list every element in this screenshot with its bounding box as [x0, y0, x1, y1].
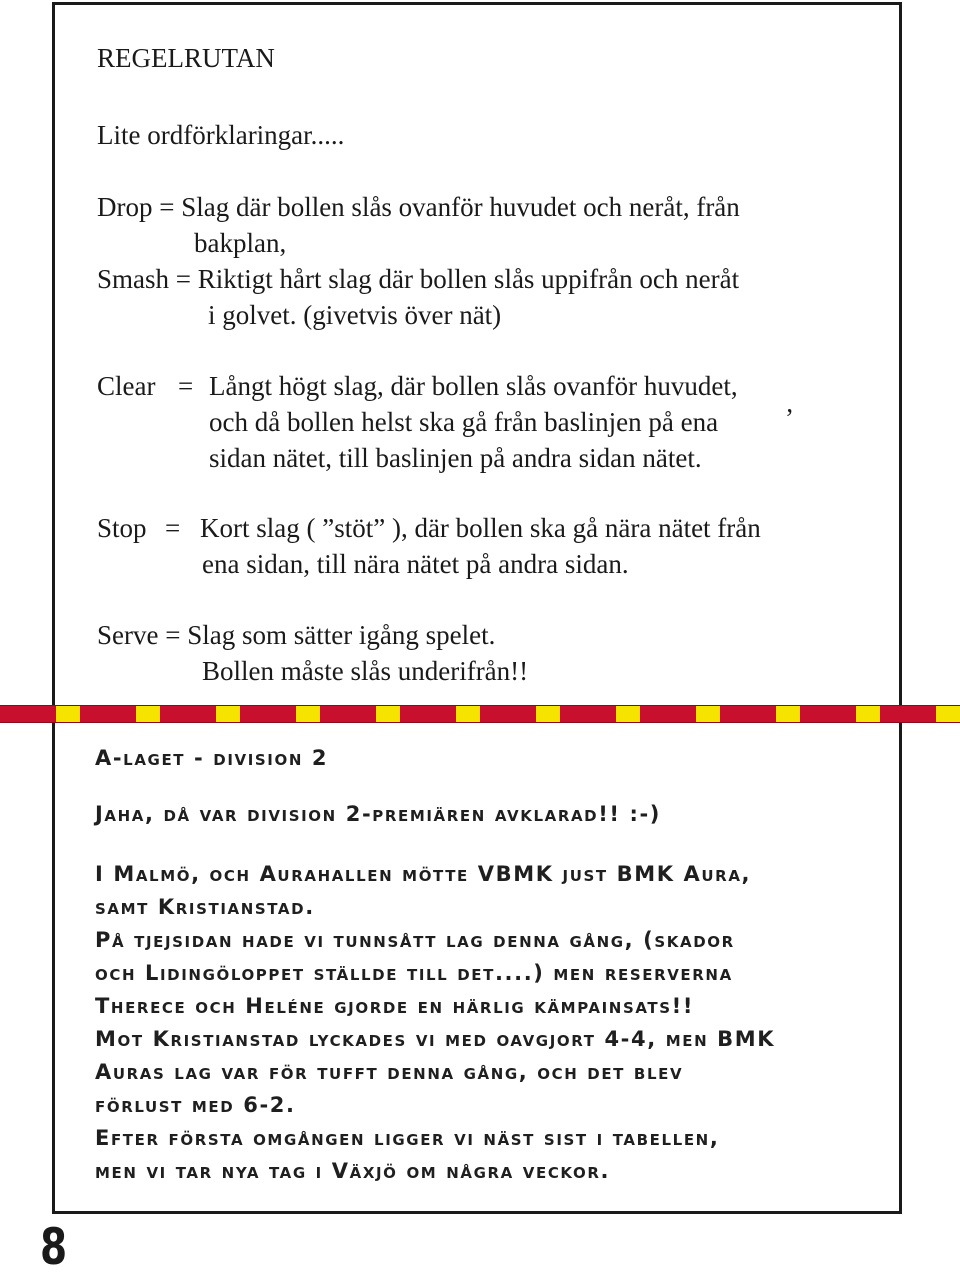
smash-line-2: i golvet. (givetvis över nät)	[208, 300, 502, 330]
clear-mark: ’	[785, 403, 794, 433]
article-heading: A-laget - division 2	[95, 746, 329, 770]
rules-intro: Lite ordförklaringar.....	[97, 120, 345, 150]
article-line: men vi tar nya tag i Växjö om några veckor.	[95, 1159, 611, 1183]
article-line: Auras lag var för tufft denna gång, och det blev	[95, 1060, 684, 1084]
stop-line-1: Kort slag ( ”stöt” ), där bollen ska gå nära nätet från	[200, 513, 761, 543]
article-line: Mot Kristianstad lyckades vi med oavgjort 4-4, men BMK	[95, 1027, 776, 1051]
page-number: 8	[40, 1218, 68, 1276]
stop-term: Stop	[97, 513, 147, 543]
stop-line-2: ena sidan, till nära nätet på andra sidan.	[202, 549, 629, 579]
smash-line-1: Smash = Riktigt hårt slag där bollen slås uppifrån och neråt	[97, 264, 740, 294]
stop-equals: =	[165, 513, 181, 543]
article-line: förlust med 6-2.	[95, 1093, 296, 1117]
article-line: På tjejsidan hade vi tunnsått lag denna gång, (skador	[95, 928, 735, 952]
rules-title: REGELRUTAN	[97, 43, 275, 73]
clear-line-2: och då bollen helst ska gå från baslinjen på ena	[209, 407, 719, 437]
divider-stripe	[0, 705, 960, 723]
article-line: Therece och Heléne gjorde en härlig kämpainsats!!	[95, 994, 694, 1018]
clear-equals: =	[178, 371, 194, 401]
clear-term: Clear	[97, 371, 156, 401]
article-line: I Malmö, och Aurahallen mötte VBMK just BMK Aura,	[95, 862, 752, 886]
clear-line-3: sidan nätet, till baslinjen på andra sidan nätet.	[209, 443, 702, 473]
serve-line-2: Bollen måste slås underifrån!!	[202, 656, 529, 686]
article-line: Jaha, då var division 2-premiären avklarad!! :-)	[95, 802, 662, 826]
clear-line-1: Långt högt slag, där bollen slås ovanför huvudet,	[209, 371, 738, 401]
article-line: Efter första omgången ligger vi näst sist i tabellen,	[95, 1126, 720, 1150]
article-line: och Lidingöloppet ställde till det....) men reserverna	[95, 961, 733, 985]
drop-line-1: Drop = Slag där bollen slås ovanför huvudet och neråt, från	[97, 192, 740, 222]
drop-line-2: bakplan,	[194, 228, 287, 258]
article-line: samt Kristianstad.	[95, 895, 315, 919]
serve-line-1: Serve = Slag som sätter igång spelet.	[97, 620, 496, 650]
